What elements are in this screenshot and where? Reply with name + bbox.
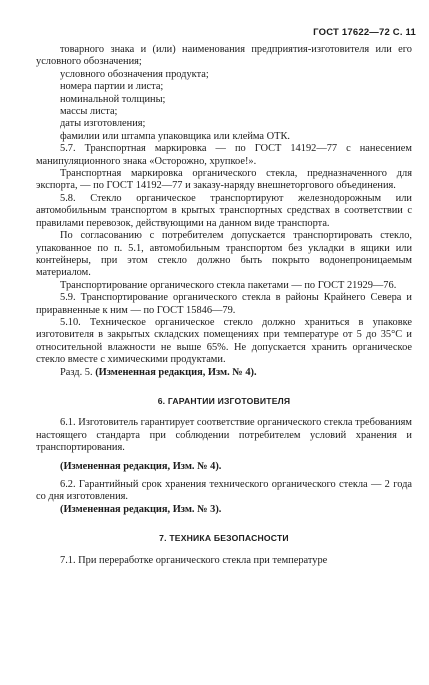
- paragraph-5-9: 5.9. Транспортирование органического стекла в районы Крайнего Севера и приравненные к ним — по ГОСТ 15846—79.: [36, 292, 412, 316]
- paragraph-marking-6: даты изготовления;: [60, 118, 146, 130]
- section-6-title: 6. ГАРАНТИИ ИЗГОТОВИТЕЛЯ: [157, 395, 291, 406]
- section-5-amendment: [36, 367, 412, 379]
- paragraph-5-8-packets: Транспортирование органического стекла пакетами — по ГОСТ 21929—76.: [60, 279, 397, 291]
- amendment-prefix: Разд. 5.: [60, 366, 96, 378]
- section-7-title: 7. ТЕХНИКА БЕЗОПАСНОСТИ: [159, 533, 289, 544]
- paragraph-6-1: 6.1. Изготовитель гарантирует соответствие органического стекла требованиям настоящего стандарта при соблюдении потребителем условий хранения и транспортирования.: [36, 417, 412, 454]
- paragraph-marking-1: товарного знака и (или) наименования предприятия-изготовителя или его условного обозначения;: [36, 44, 412, 68]
- paragraph-marking-7: фамилии или штампа упаковщика или клейма ОТК.: [60, 130, 290, 142]
- paragraph-5-10: 5.10. Техническое органическое стекло должно храниться в упаковке изготовителя в закрытых складских помещениях при температуре от 5 до 35°С и относительной влажности не выше 65%. Не допускается хранить органическое стекло вместе с химическими продуктами.: [36, 316, 412, 366]
- paragraph-marking-2: условного обозначения продукта;: [60, 68, 209, 80]
- amendment-6-2: (Измененная редакция, Изм. № 3).: [60, 503, 222, 515]
- paragraph-marking-5: массы листа;: [60, 106, 118, 118]
- document-body: [36, 44, 412, 567]
- paragraph-5-8-agreement: По согласованию с потребителем допускается транспортировать стекло, упакованное по п. 5.1, автомобильным транспортом без укладки в ящики или контейнеры, при этом стекло должно быть покрыто водонепроницаемым материалом.: [36, 230, 412, 279]
- page-header: ГОСТ 17622—72 С. 11: [313, 27, 416, 38]
- paragraph-marking-3: номера партии и листа;: [60, 81, 164, 93]
- paragraph-5-8: 5.8. Стекло органическое транспортируют железнодорожным или автомобильным транспортом в крытых транспортных средствах в соответствии с правилами перевозок, действующими на данном виде транспорта.: [36, 192, 412, 229]
- paragraph-5-7-export: Транспортная маркировка органического стекла, предназначенного для экспорта, — по ГОСТ 14192—77 и заказу-наряду внешнеторгового объединения.: [36, 168, 412, 192]
- paragraph-7-1: 7.1. При переработке органического стекла при температуре: [60, 554, 328, 566]
- amendment-note: (Измененная редакция, Изм. № 4).: [95, 366, 257, 378]
- paragraph-6-2: 6.2. Гарантийный срок хранения технического органического стекла — 2 года со дня изготовления.: [36, 479, 412, 503]
- amendment-6-1: (Измененная редакция, Изм. № 4).: [60, 460, 222, 472]
- paragraph-marking-4: номинальной толщины;: [60, 93, 166, 105]
- paragraph-5-7: 5.7. Транспортная маркировка — по ГОСТ 14192—77 с нанесением манипуляционного знака «Осторожно, хрупкое!».: [36, 143, 412, 167]
